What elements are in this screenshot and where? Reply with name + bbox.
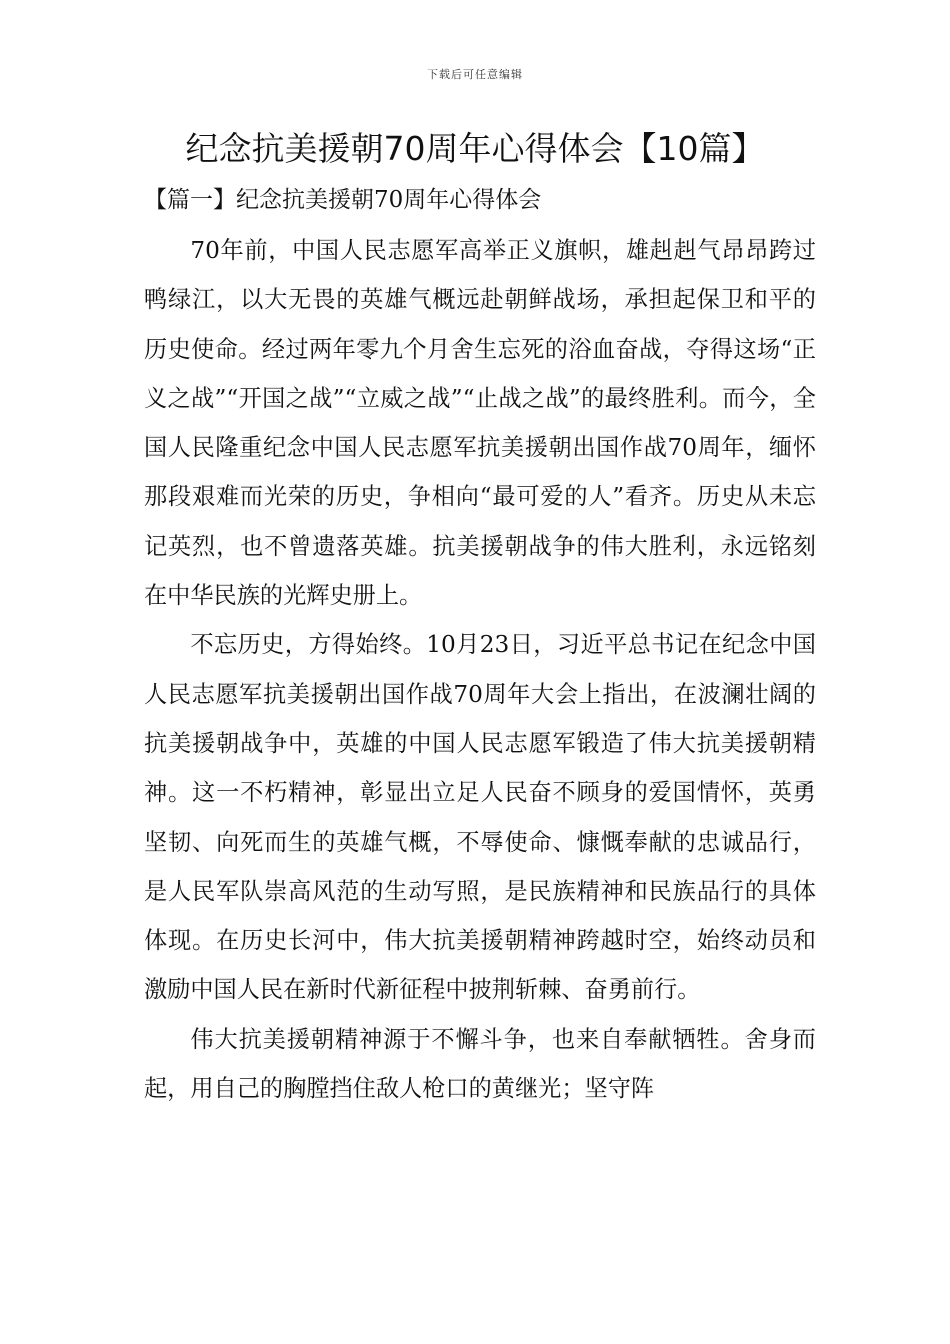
paragraph-3: 伟大抗美援朝精神源于不懈斗争，也来自奉献牺牲。舍身而起，用自己的胸膛挡住敌人枪口的黄继光；坚守阵 [144, 1025, 816, 1103]
document-title: 纪念抗美援朝70周年心得体会【10篇】 [185, 129, 765, 168]
header-note: 下载后可任意编辑 [427, 68, 523, 81]
paragraph-2: 不忘历史，方得始终。10月23日，习近平总书记在纪念中国人民志愿军抗美援朝出国作战70周年大会上指出，在波澜壮阔的抗美援朝战争中，英雄的中国人民志愿军锻造了伟大抗美援朝精神。这一不朽精神，彰显出立足人民奋不顾身的爱国情怀，英勇坚韧、向死而生的英雄气概，不辱使命、慷慨奉献的忠诚品行，是人民军队崇高风范的生动写照，是民族精神和民族品行的具体体现。在历史长河中，伟大抗美援朝精神跨越时空，始终动员和激励中国人民在新时代新征程中披荆斩棘、奋勇前行。 [144, 631, 816, 1004]
paragraph-1: 70年前，中国人民志愿军高举正义旗帜，雄赳赳气昂昂跨过鸭绿江，以大无畏的英雄气概远赴朝鲜战场，承担起保卫和平的历史使命。经过两年零九个月舍生忘死的浴血奋战，夺得这场“正义之战”“开国之战”“立威之战”“止战之战”的最终胜利。而今，全国人民隆重纪念中国人民志愿军抗美援朝出国作战70周年，缅怀那段艰难而光荣的历史，争相向“最可爱的人”看齐。历史从未忘记英烈，也不曾遗落英雄。抗美援朝战争的伟大胜利，永远铭刻在中华民族的光辉史册上。 [144, 237, 816, 610]
section-heading: 【篇一】纪念抗美援朝70周年心得体会 [144, 187, 542, 213]
body-text [144, 226, 816, 1113]
